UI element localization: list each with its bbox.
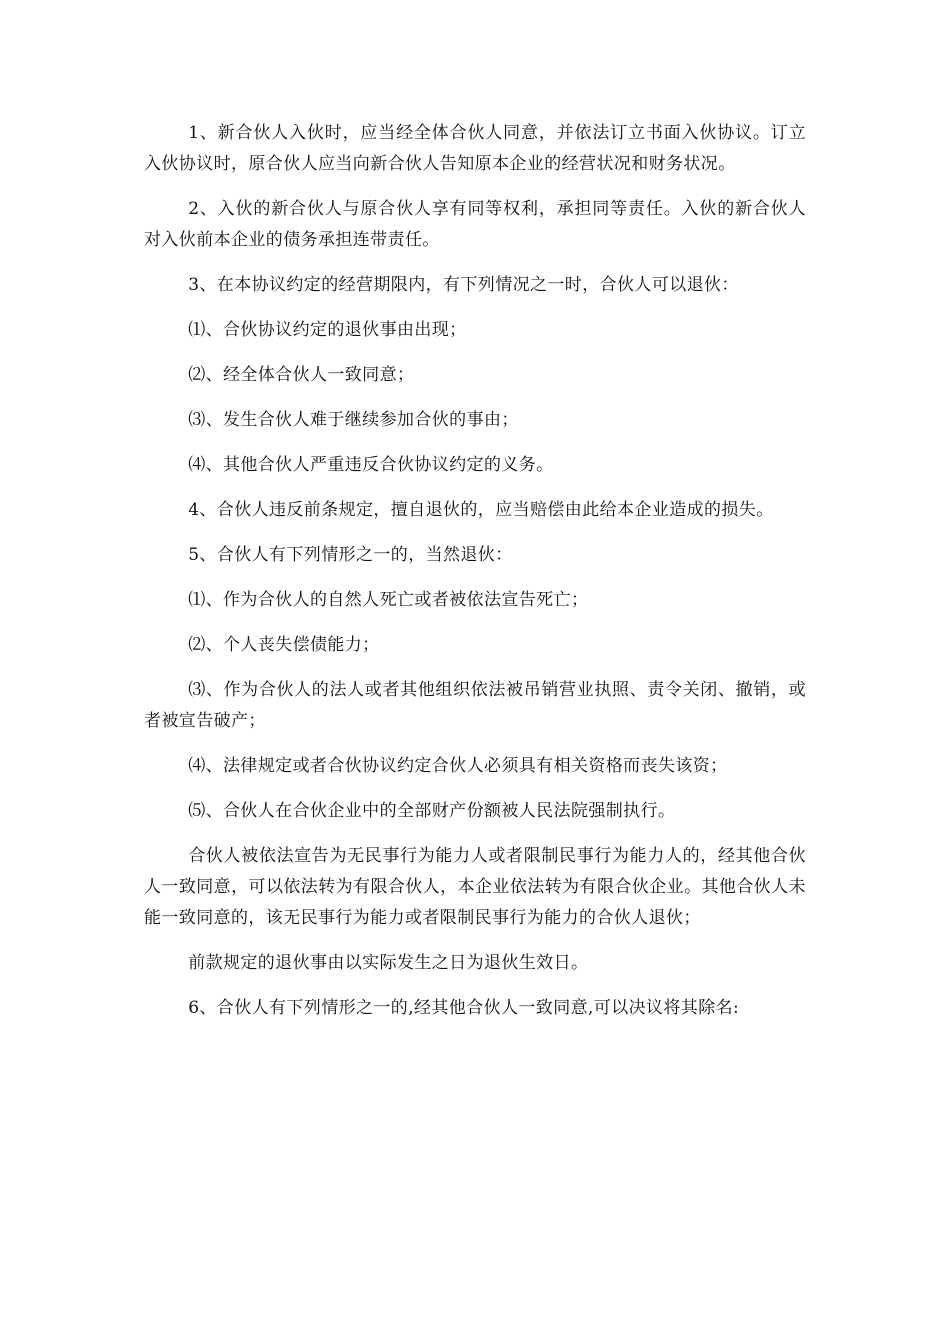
paragraph-5-item-2: ⑵、个人丧失偿债能力； bbox=[188, 635, 380, 655]
paragraph-effective-date: 前款规定的退伙事由以实际发生之日为退伙生效日。 bbox=[188, 953, 589, 973]
paragraph-3-item-4: ⑷、其他合伙人严重违反合伙协议约定的义务。 bbox=[188, 455, 554, 475]
paragraph-6: 6、合伙人有下列情形之一的,经其他合伙人一致同意,可以决议将其除名: bbox=[188, 998, 740, 1018]
paragraph-4: 4、合伙人违反前条规定，擅自退伙的，应当赔偿由此给本企业造成的损失。 bbox=[188, 500, 774, 520]
paragraph-5-item-3: ⑶、作为合伙人的法人或者其他组织依法被吊销营业执照、责令关闭、撤销，或者被宣告破产； bbox=[144, 680, 806, 731]
paragraph-5-item-4: ⑷、法律规定或者合伙协议约定合伙人必须具有相关资格而丧失该资； bbox=[188, 756, 728, 776]
paragraph-3-item-3: ⑶、发生合伙人难于继续参加合伙的事由； bbox=[188, 410, 519, 430]
paragraph-3-item-2: ⑵、经全体合伙人一致同意； bbox=[188, 365, 415, 385]
paragraph-5-item-1: ⑴、作为合伙人的自然人死亡或者被依法宣告死亡； bbox=[188, 590, 589, 610]
paragraph-1: 1、新合伙人入伙时，应当经全体合伙人同意，并依法订立书面入伙协议。订立入伙协议时，原合伙人应当向新合伙人告知原本企业的经营状况和财务状况。 bbox=[144, 123, 806, 174]
document-body bbox=[144, 118, 806, 1038]
paragraph-2: 2、入伙的新合伙人与原合伙人享有同等权利，承担同等责任。入伙的新合伙人对入伙前本企业的债务承担连带责任。 bbox=[144, 199, 806, 250]
paragraph-3: 3、在本协议约定的经营期限内，有下列情况之一时，合伙人可以退伙： bbox=[188, 275, 739, 295]
paragraph-5-item-5: ⑸、合伙人在合伙企业中的全部财产份额被人民法院强制执行。 bbox=[188, 801, 676, 821]
paragraph-5: 5、合伙人有下列情形之一的，当然退伙： bbox=[188, 545, 513, 565]
paragraph-incapacity: 合伙人被依法宣告为无民事行为能力人或者限制民事行为能力人的，经其他合伙人一致同意，可以依法转为有限合伙人，本企业依法转为有限合伙企业。其他合伙人未能一致同意的，该无民事行为能力或者限制民事行为能力的合伙人退伙； bbox=[144, 846, 806, 928]
paragraph-3-item-1: ⑴、合伙协议约定的退伙事由出现； bbox=[188, 320, 467, 340]
